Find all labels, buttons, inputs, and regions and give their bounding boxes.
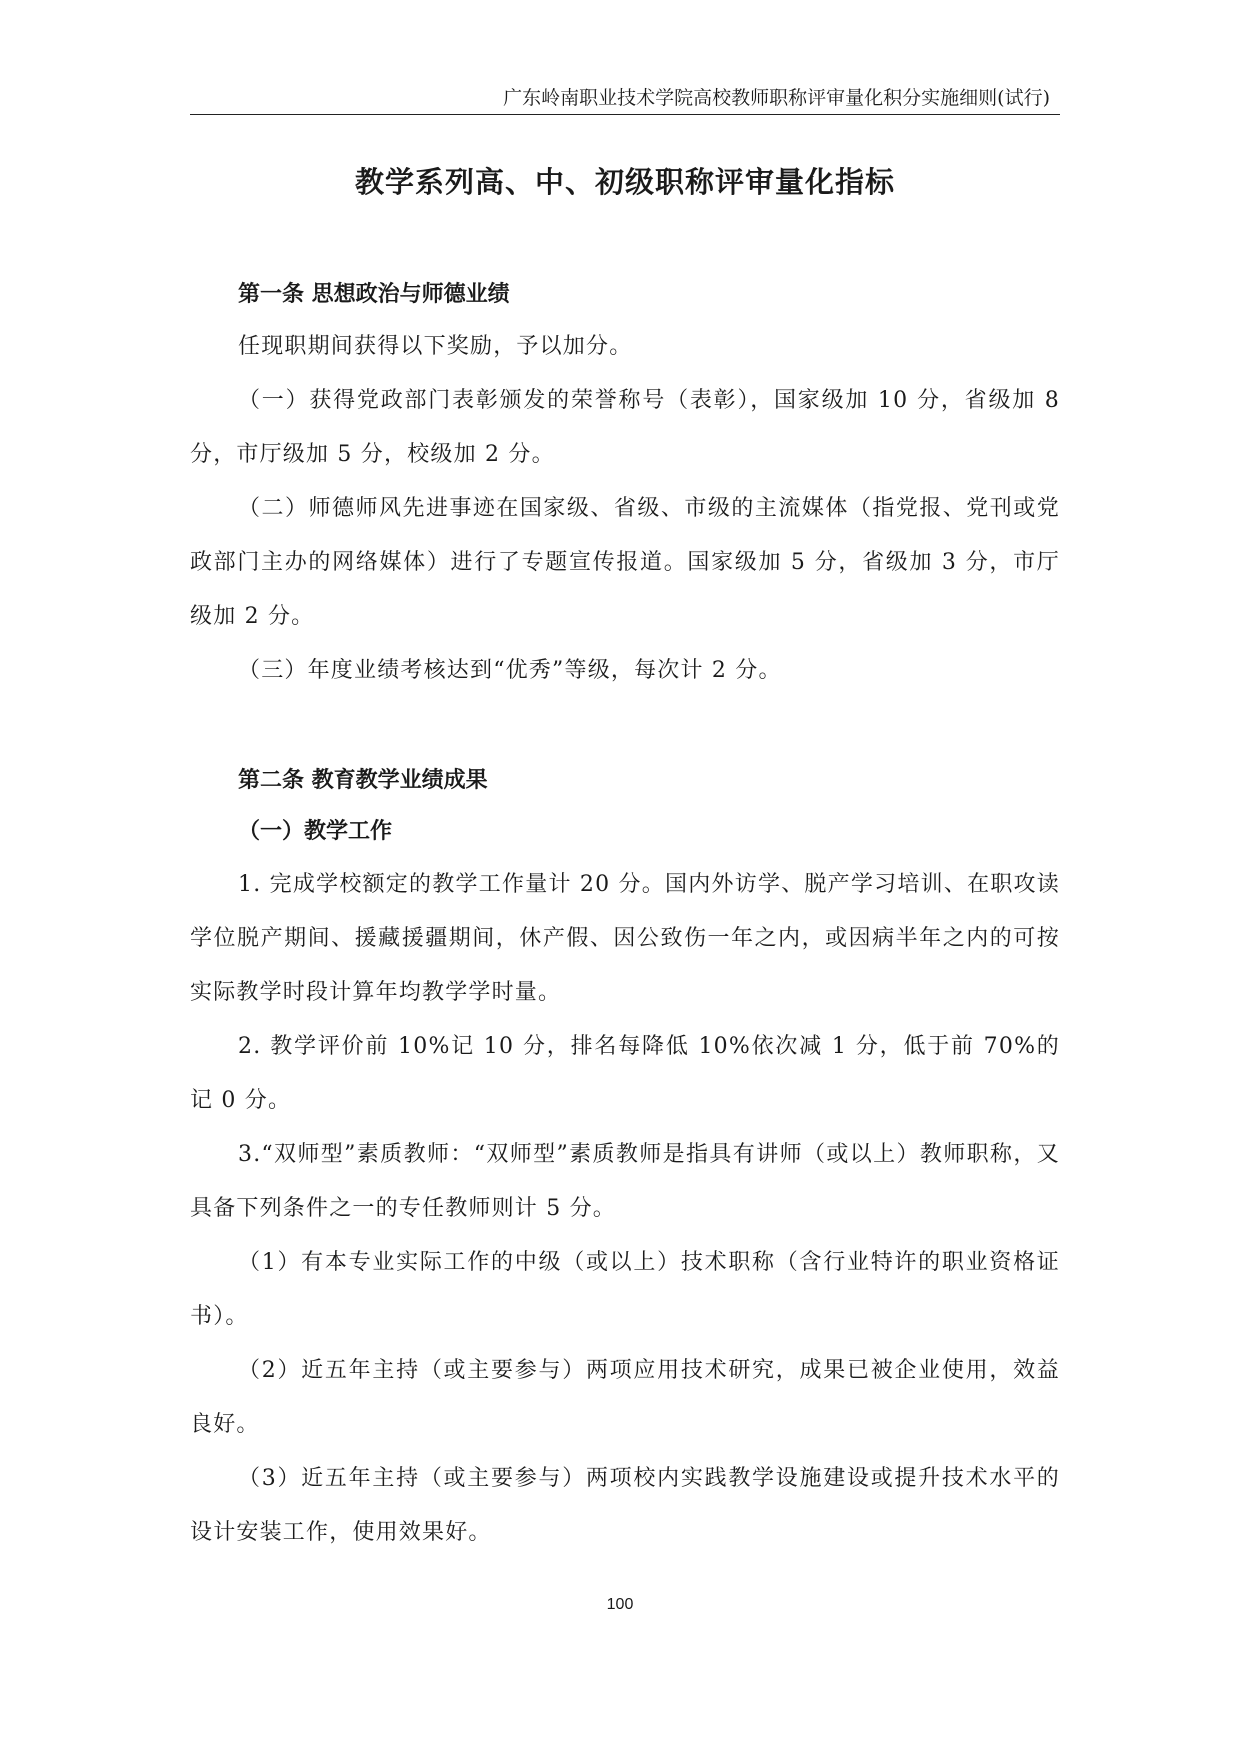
article-1-item: （一）获得党政部门表彰颁发的荣誉称号（表彰），国家级加 10 分，省级加 8 分，市厅级加 5 分，校级加 2 分。 [190, 388, 1060, 467]
header-divider [190, 114, 1060, 115]
article-1-intro: 任现职期间获得以下奖励，予以加分。 [238, 334, 633, 359]
section-subitem: （3）近五年主持（或主要参与）两项校内实践教学设施建设或提升技术水平的设计安装工作，使用效果好。 [190, 1466, 1060, 1545]
page-number: 100 [606, 1596, 634, 1613]
document-body [190, 270, 1060, 1560]
section-subitem: （2）近五年主持（或主要参与）两项应用技术研究，成果已被企业使用，效益良好。 [190, 1358, 1060, 1437]
section-teaching-heading: （一）教学工作 [238, 819, 393, 844]
section-item: 3.“双师型”素质教师：“双师型”素质教师是指具有讲师（或以上）教师职称，又具备下列条件之一的专任教师则计 5 分。 [190, 1142, 1060, 1221]
running-header: 广东岭南职业技术学院高校教师职称评审量化积分实施细则(试行) [503, 87, 1050, 109]
section-item: 1. 完成学校额定的教学工作量计 20 分。国内外访学、脱产学习培训、在职攻读学位脱产期间、援藏援疆期间，休产假、因公致伤一年之内，或因病半年之内的可按实际教学时段计算年均教学学时量。 [190, 872, 1060, 1005]
article-1-heading: 第一条 思想政治与师德业绩 [238, 282, 510, 307]
article-1-item: （二）师德师风先进事迹在国家级、省级、市级的主流媒体（指党报、党刊或党政部门主办的网络媒体）进行了专题宣传报道。国家级加 5 分，省级加 3 分，市厅级加 2 分。 [190, 496, 1060, 629]
article-2-heading: 第二条 教育教学业绩成果 [238, 768, 488, 793]
article-spacer [190, 698, 1060, 756]
article-1-item: （三）年度业绩考核达到“优秀”等级，每次计 2 分。 [238, 658, 782, 683]
section-subitem: （1）有本专业实际工作的中级（或以上）技术职称（含行业特许的职业资格证书）。 [190, 1250, 1060, 1329]
document-title: 教学系列高、中、初级职称评审量化指标 [354, 165, 895, 199]
section-item: 2. 教学评价前 10%记 10 分，排名每降低 10%依次减 1 分，低于前 70%的记 0 分。 [190, 1034, 1060, 1113]
